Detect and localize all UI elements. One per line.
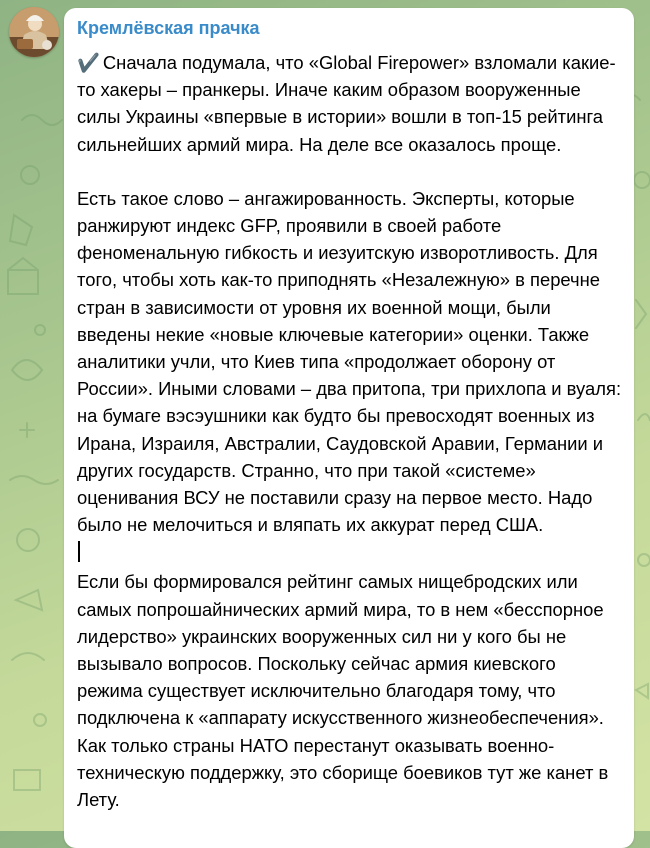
message-bubble <box>64 8 634 848</box>
paragraph-1 <box>77 49 629 158</box>
check-mark-icon: ✔️ <box>77 52 100 73</box>
paragraph-2: Есть такое слово – ангажированность. Эксперты, которые ранжируют индекс GFP, проявили в своей работе феноменальную гибкость и иезуитскую изворотливость. Для того, чтобы хоть как-то приподнять «Незалежную» в перечне стран в зависимости от уровня их военной мощи, были введены некие «новые ключевые категории» оценки. Также аналитики учли, что Киев типа «продолжает оборону от России». Иными словами – два притопа, три прихлопа и вуаля: на бумаге вэсэушники как будто бы превосходят военных из Ирана, Израиля, Австралии, Саудовской Аравии, Германии и других государств. Странно, что при такой «системе» оценивания ВСУ не поставили сразу на первое место. Надо было не мелочиться и вляпать их аккурат перед США. <box>77 187 622 536</box>
paragraph-3: Если бы формировался рейтинг самых нищебродских или самых попрошайнических армий мира, то в нем «бесспорное лидерство» украинских вооруженных сил ни у кого бы не вызывало вопросов. Поскольку сейчас армия киевского режима существует исключительно благодаря тому, что подключена к «аппарату искусственного жизнеобеспечения». Как только страны НАТО перестанут оказывать военно- техническую поддержку, это сборище боевиков тут же канет в Лету. <box>77 571 609 811</box>
channel-avatar-image-icon <box>9 7 59 57</box>
message-text <box>77 49 629 813</box>
paragraph-spacer <box>77 158 629 185</box>
text-cursor <box>78 541 80 562</box>
empty-line <box>77 541 629 568</box>
sender-name[interactable]: Кремлёвская прачка <box>77 18 260 38</box>
channel-avatar[interactable] <box>9 7 59 57</box>
paragraph-1-text: Сначала подумала, что «Global Firepower» взломали какие- то хакеры – пранкеры. Иначе каким образом вооруженные силы Украины «впервые в истории» вошли в топ-15 рейтинга сильнейших армий мира. На деле все оказалось проще. <box>77 52 616 155</box>
